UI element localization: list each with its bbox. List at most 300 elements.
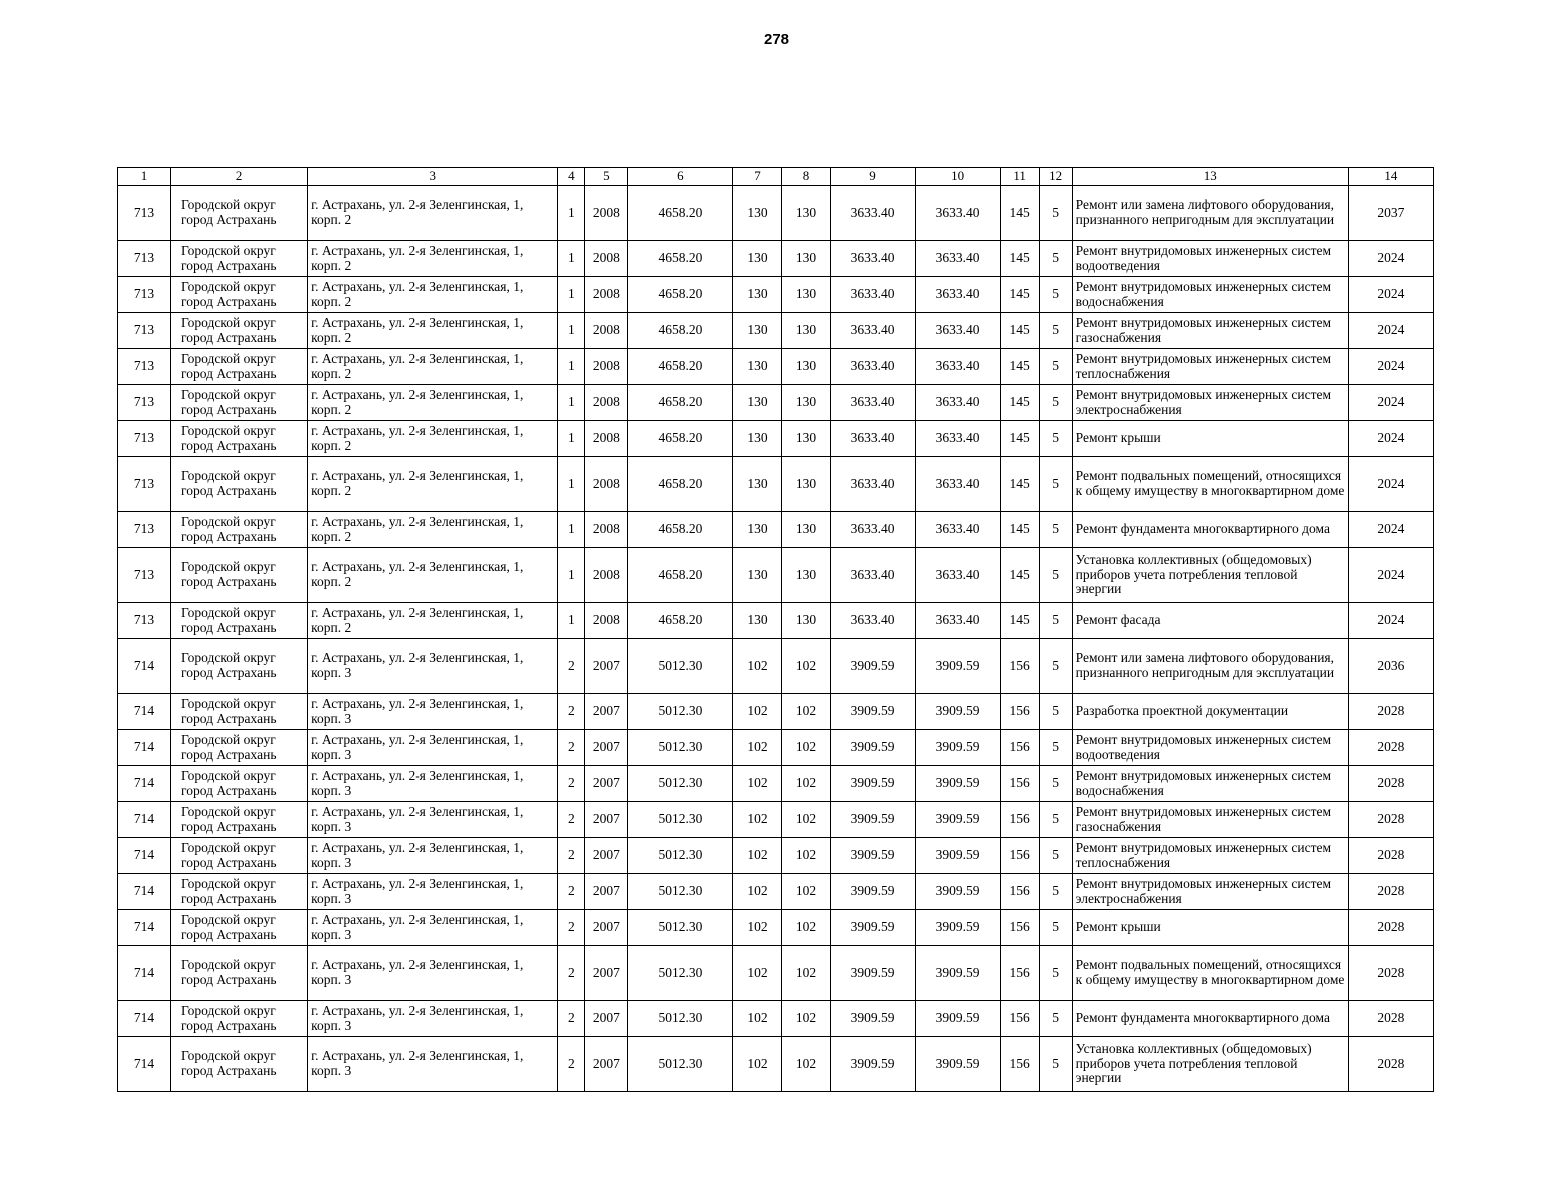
cell-address: г. Астрахань, ул. 2-я Зеленгинская, 1, корп. 3 [308,694,558,730]
cell-work-type: Ремонт фундамента многоквартирного дома [1072,512,1348,548]
cell-address: г. Астрахань, ул. 2-я Зеленгинская, 1, корп. 3 [308,1037,558,1092]
table-row [118,457,1434,512]
cell-col-10: 3909.59 [915,1037,1000,1092]
cell-total-area: 5012.30 [628,730,733,766]
cell-address: г. Астрахань, ул. 2-я Зеленгинская, 1, корп. 3 [308,946,558,1001]
cell-col-11: 156 [1000,1001,1039,1037]
cell-col-9: 3909.59 [830,1037,915,1092]
cell-planned-year: 2028 [1348,766,1433,802]
cell-col-12: 5 [1039,1001,1072,1037]
table-body [118,186,1434,1092]
cell-planned-year: 2024 [1348,277,1433,313]
cell-col-9: 3633.40 [830,603,915,639]
cell-col-11: 145 [1000,313,1039,349]
cell-col-10: 3633.40 [915,241,1000,277]
cell-planned-year: 2024 [1348,548,1433,603]
cell-col-10: 3909.59 [915,910,1000,946]
cell-year: 2007 [585,802,628,838]
cell-work-type: Установка коллективных (общедомовых) приборов учета потребления тепловой энергии [1072,1037,1348,1092]
cell-municipality: Городской округ город Астрахань [171,910,308,946]
cell-total-area: 5012.30 [628,1037,733,1092]
cell-col-8: 130 [782,241,830,277]
cell-address: г. Астрахань, ул. 2-я Зеленгинская, 1, корп. 2 [308,241,558,277]
cell-year: 2007 [585,694,628,730]
cell-address: г. Астрахань, ул. 2-я Зеленгинская, 1, корп. 3 [308,730,558,766]
cell-col-9: 3909.59 [830,838,915,874]
cell-year: 2008 [585,457,628,512]
cell-col-8: 102 [782,910,830,946]
cell-planned-year: 2028 [1348,802,1433,838]
cell-object-number: 713 [118,241,171,277]
cell-municipality: Городской округ город Астрахань [171,277,308,313]
cell-address: г. Астрахань, ул. 2-я Зеленгинская, 1, корп. 3 [308,802,558,838]
cell-object-number: 713 [118,457,171,512]
cell-year: 2008 [585,603,628,639]
cell-col-8: 102 [782,694,830,730]
cell-col-12: 5 [1039,946,1072,1001]
cell-col-9: 3909.59 [830,874,915,910]
cell-year: 2008 [585,385,628,421]
cell-col-10: 3633.40 [915,603,1000,639]
cell-total-area: 5012.30 [628,694,733,730]
cell-col-11: 145 [1000,421,1039,457]
cell-col-4: 1 [558,385,585,421]
cell-object-number: 713 [118,421,171,457]
cell-col-9: 3909.59 [830,730,915,766]
cell-municipality: Городской округ город Астрахань [171,694,308,730]
cell-object-number: 714 [118,802,171,838]
cell-total-area: 5012.30 [628,639,733,694]
cell-col-11: 156 [1000,802,1039,838]
table-row [118,603,1434,639]
cell-col-8: 130 [782,385,830,421]
cell-municipality: Городской округ город Астрахань [171,548,308,603]
cell-col-10: 3633.40 [915,186,1000,241]
cell-col-10: 3633.40 [915,512,1000,548]
cell-object-number: 714 [118,874,171,910]
cell-planned-year: 2028 [1348,1037,1433,1092]
cell-col-8: 102 [782,802,830,838]
cell-total-area: 4658.20 [628,241,733,277]
table-row [118,802,1434,838]
cell-address: г. Астрахань, ул. 2-я Зеленгинская, 1, корп. 3 [308,910,558,946]
cell-col-9: 3909.59 [830,639,915,694]
table-row [118,946,1434,1001]
cell-planned-year: 2024 [1348,603,1433,639]
cell-col-12: 5 [1039,639,1072,694]
cell-col-9: 3909.59 [830,694,915,730]
cell-planned-year: 2036 [1348,639,1433,694]
cell-col-7: 102 [733,1037,782,1092]
cell-total-area: 4658.20 [628,349,733,385]
cell-object-number: 713 [118,277,171,313]
cell-year: 2008 [585,186,628,241]
cell-col-8: 130 [782,421,830,457]
cell-total-area: 4658.20 [628,277,733,313]
cell-col-10: 3909.59 [915,1001,1000,1037]
cell-address: г. Астрахань, ул. 2-я Зеленгинская, 1, корп. 3 [308,874,558,910]
cell-work-type: Ремонт крыши [1072,910,1348,946]
table-row [118,910,1434,946]
column-header-11: 11 [1000,168,1039,186]
table-row [118,186,1434,241]
cell-col-11: 145 [1000,385,1039,421]
cell-object-number: 714 [118,1037,171,1092]
cell-address: г. Астрахань, ул. 2-я Зеленгинская, 1, корп. 2 [308,548,558,603]
cell-col-12: 5 [1039,186,1072,241]
cell-year: 2007 [585,730,628,766]
cell-planned-year: 2024 [1348,313,1433,349]
cell-total-area: 5012.30 [628,946,733,1001]
cell-work-type: Ремонт внутридомовых инженерных систем теплоснабжения [1072,838,1348,874]
cell-col-11: 156 [1000,910,1039,946]
cell-col-9: 3633.40 [830,349,915,385]
cell-col-7: 102 [733,910,782,946]
cell-col-10: 3909.59 [915,639,1000,694]
cell-work-type: Ремонт или замена лифтового оборудования, признанного непригодным для эксплуатации [1072,639,1348,694]
cell-year: 2007 [585,838,628,874]
cell-municipality: Городской округ город Астрахань [171,874,308,910]
cell-col-7: 102 [733,838,782,874]
cell-col-9: 3633.40 [830,512,915,548]
cell-col-12: 5 [1039,1037,1072,1092]
cell-address: г. Астрахань, ул. 2-я Зеленгинская, 1, корп. 2 [308,603,558,639]
table-row [118,512,1434,548]
table-row [118,874,1434,910]
cell-total-area: 4658.20 [628,313,733,349]
cell-col-4: 1 [558,603,585,639]
cell-col-11: 156 [1000,838,1039,874]
cell-col-9: 3633.40 [830,421,915,457]
cell-object-number: 714 [118,946,171,1001]
cell-municipality: Городской округ город Астрахань [171,603,308,639]
cell-col-9: 3633.40 [830,385,915,421]
cell-col-11: 156 [1000,639,1039,694]
cell-year: 2008 [585,512,628,548]
cell-municipality: Городской округ город Астрахань [171,1001,308,1037]
cell-col-11: 156 [1000,730,1039,766]
cell-planned-year: 2037 [1348,186,1433,241]
cell-municipality: Городской округ город Астрахань [171,802,308,838]
cell-planned-year: 2024 [1348,512,1433,548]
cell-col-4: 1 [558,421,585,457]
cell-col-9: 3633.40 [830,548,915,603]
cell-year: 2008 [585,277,628,313]
cell-address: г. Астрахань, ул. 2-я Зеленгинская, 1, корп. 2 [308,512,558,548]
cell-col-4: 2 [558,694,585,730]
cell-col-7: 102 [733,694,782,730]
cell-object-number: 713 [118,385,171,421]
cell-municipality: Городской округ город Астрахань [171,512,308,548]
cell-col-12: 5 [1039,694,1072,730]
cell-col-10: 3633.40 [915,385,1000,421]
cell-total-area: 4658.20 [628,186,733,241]
cell-municipality: Городской округ город Астрахань [171,946,308,1001]
cell-col-8: 102 [782,874,830,910]
cell-col-8: 130 [782,512,830,548]
cell-address: г. Астрахань, ул. 2-я Зеленгинская, 1, корп. 2 [308,421,558,457]
cell-municipality: Городской округ город Астрахань [171,241,308,277]
cell-work-type: Ремонт подвальных помещений, относящихся к общему имуществу в многоквартирном доме [1072,946,1348,1001]
cell-col-4: 2 [558,1001,585,1037]
cell-work-type: Ремонт внутридомовых инженерных систем электроснабжения [1072,385,1348,421]
cell-address: г. Астрахань, ул. 2-я Зеленгинская, 1, корп. 2 [308,457,558,512]
cell-col-8: 130 [782,277,830,313]
cell-work-type: Ремонт внутридомовых инженерных систем теплоснабжения [1072,349,1348,385]
cell-col-9: 3909.59 [830,1001,915,1037]
cell-year: 2007 [585,1001,628,1037]
cell-col-8: 102 [782,766,830,802]
cell-col-7: 130 [733,512,782,548]
cell-col-8: 130 [782,457,830,512]
cell-col-7: 102 [733,874,782,910]
table-row [118,838,1434,874]
cell-col-4: 2 [558,730,585,766]
cell-col-10: 3909.59 [915,766,1000,802]
table-row [118,313,1434,349]
cell-col-9: 3633.40 [830,277,915,313]
cell-col-11: 145 [1000,548,1039,603]
cell-municipality: Городской округ город Астрахань [171,313,308,349]
cell-planned-year: 2024 [1348,349,1433,385]
cell-col-11: 156 [1000,766,1039,802]
table-row [118,349,1434,385]
cell-col-12: 5 [1039,349,1072,385]
cell-col-4: 1 [558,277,585,313]
cell-planned-year: 2028 [1348,874,1433,910]
cell-work-type: Ремонт внутридомовых инженерных систем водоснабжения [1072,277,1348,313]
cell-year: 2007 [585,639,628,694]
cell-address: г. Астрахань, ул. 2-я Зеленгинская, 1, корп. 2 [308,385,558,421]
column-header-8: 8 [782,168,830,186]
cell-object-number: 714 [118,730,171,766]
cell-col-7: 130 [733,603,782,639]
cell-col-8: 102 [782,946,830,1001]
cell-address: г. Астрахань, ул. 2-я Зеленгинская, 1, корп. 3 [308,639,558,694]
cell-total-area: 5012.30 [628,910,733,946]
cell-municipality: Городской округ город Астрахань [171,349,308,385]
cell-planned-year: 2028 [1348,946,1433,1001]
cell-municipality: Городской округ город Астрахань [171,421,308,457]
cell-col-7: 130 [733,277,782,313]
table-row [118,694,1434,730]
cell-col-7: 102 [733,766,782,802]
cell-col-12: 5 [1039,241,1072,277]
cell-col-7: 102 [733,802,782,838]
cell-col-11: 145 [1000,277,1039,313]
cell-planned-year: 2024 [1348,241,1433,277]
cell-col-8: 102 [782,1001,830,1037]
cell-object-number: 713 [118,186,171,241]
cell-col-12: 5 [1039,548,1072,603]
cell-col-4: 2 [558,910,585,946]
capital-repair-register-table [117,167,1434,1092]
cell-col-12: 5 [1039,874,1072,910]
cell-total-area: 5012.30 [628,838,733,874]
cell-col-4: 2 [558,1037,585,1092]
cell-col-7: 130 [733,313,782,349]
cell-work-type: Ремонт подвальных помещений, относящихся к общему имуществу в многоквартирном доме [1072,457,1348,512]
cell-col-10: 3909.59 [915,874,1000,910]
cell-col-11: 156 [1000,1037,1039,1092]
cell-planned-year: 2028 [1348,730,1433,766]
cell-col-8: 130 [782,349,830,385]
cell-col-7: 130 [733,241,782,277]
cell-col-7: 130 [733,421,782,457]
cell-total-area: 4658.20 [628,457,733,512]
cell-col-11: 156 [1000,694,1039,730]
cell-work-type: Ремонт или замена лифтового оборудования, признанного непригодным для эксплуатации [1072,186,1348,241]
cell-work-type: Ремонт внутридомовых инженерных систем газоснабжения [1072,802,1348,838]
cell-col-11: 156 [1000,874,1039,910]
table-row [118,1001,1434,1037]
cell-col-4: 1 [558,512,585,548]
cell-total-area: 5012.30 [628,874,733,910]
cell-col-11: 156 [1000,946,1039,1001]
cell-col-7: 102 [733,1001,782,1037]
column-header-10: 10 [915,168,1000,186]
cell-col-8: 130 [782,313,830,349]
cell-work-type: Установка коллективных (общедомовых) приборов учета потребления тепловой энергии [1072,548,1348,603]
cell-address: г. Астрахань, ул. 2-я Зеленгинская, 1, корп. 3 [308,838,558,874]
column-header-4: 4 [558,168,585,186]
column-header-13: 13 [1072,168,1348,186]
cell-object-number: 714 [118,766,171,802]
cell-col-7: 102 [733,730,782,766]
cell-col-8: 130 [782,548,830,603]
column-header-14: 14 [1348,168,1433,186]
cell-work-type: Ремонт фундамента многоквартирного дома [1072,1001,1348,1037]
cell-col-10: 3909.59 [915,946,1000,1001]
cell-col-9: 3633.40 [830,313,915,349]
cell-year: 2007 [585,946,628,1001]
cell-col-12: 5 [1039,385,1072,421]
cell-col-11: 145 [1000,457,1039,512]
cell-col-12: 5 [1039,313,1072,349]
cell-col-7: 130 [733,548,782,603]
cell-col-4: 1 [558,457,585,512]
cell-col-10: 3909.59 [915,730,1000,766]
cell-year: 2008 [585,349,628,385]
column-header-1: 1 [118,168,171,186]
table-row [118,277,1434,313]
cell-col-9: 3909.59 [830,910,915,946]
cell-object-number: 714 [118,639,171,694]
cell-address: г. Астрахань, ул. 2-я Зеленгинская, 1, корп. 3 [308,766,558,802]
page-number: 278 [763,31,790,48]
cell-col-12: 5 [1039,603,1072,639]
column-header-5: 5 [585,168,628,186]
cell-col-8: 102 [782,730,830,766]
cell-col-4: 1 [558,241,585,277]
cell-work-type: Ремонт внутридомовых инженерных систем электроснабжения [1072,874,1348,910]
cell-col-10: 3633.40 [915,421,1000,457]
cell-address: г. Астрахань, ул. 2-я Зеленгинская, 1, корп. 2 [308,277,558,313]
cell-col-4: 1 [558,349,585,385]
column-header-9: 9 [830,168,915,186]
cell-planned-year: 2024 [1348,457,1433,512]
cell-col-9: 3633.40 [830,186,915,241]
cell-year: 2008 [585,421,628,457]
cell-col-7: 130 [733,186,782,241]
cell-object-number: 713 [118,512,171,548]
cell-object-number: 713 [118,548,171,603]
cell-work-type: Ремонт внутридомовых инженерных систем водоснабжения [1072,766,1348,802]
cell-year: 2008 [585,241,628,277]
column-header-3: 3 [308,168,558,186]
cell-col-7: 130 [733,457,782,512]
cell-work-type: Ремонт внутридомовых инженерных систем водоотведения [1072,241,1348,277]
cell-col-4: 1 [558,313,585,349]
cell-planned-year: 2028 [1348,910,1433,946]
cell-planned-year: 2028 [1348,838,1433,874]
cell-total-area: 4658.20 [628,421,733,457]
header-row [118,168,1434,186]
cell-address: г. Астрахань, ул. 2-я Зеленгинская, 1, корп. 3 [308,1001,558,1037]
cell-col-12: 5 [1039,512,1072,548]
cell-year: 2008 [585,313,628,349]
cell-work-type: Разработка проектной документации [1072,694,1348,730]
cell-col-9: 3909.59 [830,802,915,838]
cell-work-type: Ремонт внутридомовых инженерных систем газоснабжения [1072,313,1348,349]
cell-planned-year: 2028 [1348,694,1433,730]
cell-col-9: 3633.40 [830,241,915,277]
table-row [118,241,1434,277]
cell-municipality: Городской округ город Астрахань [171,639,308,694]
cell-total-area: 4658.20 [628,385,733,421]
cell-col-10: 3909.59 [915,802,1000,838]
table-row [118,1037,1434,1092]
cell-total-area: 5012.30 [628,766,733,802]
cell-col-10: 3633.40 [915,313,1000,349]
cell-total-area: 5012.30 [628,802,733,838]
cell-col-11: 145 [1000,603,1039,639]
cell-col-12: 5 [1039,802,1072,838]
column-header-12: 12 [1039,168,1072,186]
cell-municipality: Городской округ город Астрахань [171,766,308,802]
cell-col-7: 102 [733,639,782,694]
cell-municipality: Городской округ город Астрахань [171,186,308,241]
table-row [118,766,1434,802]
cell-col-4: 2 [558,838,585,874]
cell-municipality: Городской округ город Астрахань [171,838,308,874]
cell-total-area: 5012.30 [628,1001,733,1037]
cell-object-number: 714 [118,694,171,730]
cell-year: 2007 [585,874,628,910]
cell-col-10: 3909.59 [915,838,1000,874]
cell-object-number: 713 [118,603,171,639]
cell-col-12: 5 [1039,730,1072,766]
cell-col-8: 130 [782,186,830,241]
column-header-7: 7 [733,168,782,186]
cell-municipality: Городской округ город Астрахань [171,385,308,421]
cell-col-10: 3633.40 [915,457,1000,512]
cell-municipality: Городской округ город Астрахань [171,1037,308,1092]
cell-col-7: 102 [733,946,782,1001]
cell-col-4: 2 [558,802,585,838]
table-row [118,421,1434,457]
cell-col-4: 2 [558,766,585,802]
cell-col-4: 1 [558,548,585,603]
column-header-2: 2 [171,168,308,186]
cell-col-8: 130 [782,603,830,639]
cell-work-type: Ремонт фасада [1072,603,1348,639]
cell-col-12: 5 [1039,766,1072,802]
cell-col-12: 5 [1039,838,1072,874]
cell-col-4: 2 [558,639,585,694]
cell-object-number: 713 [118,313,171,349]
cell-planned-year: 2028 [1348,1001,1433,1037]
